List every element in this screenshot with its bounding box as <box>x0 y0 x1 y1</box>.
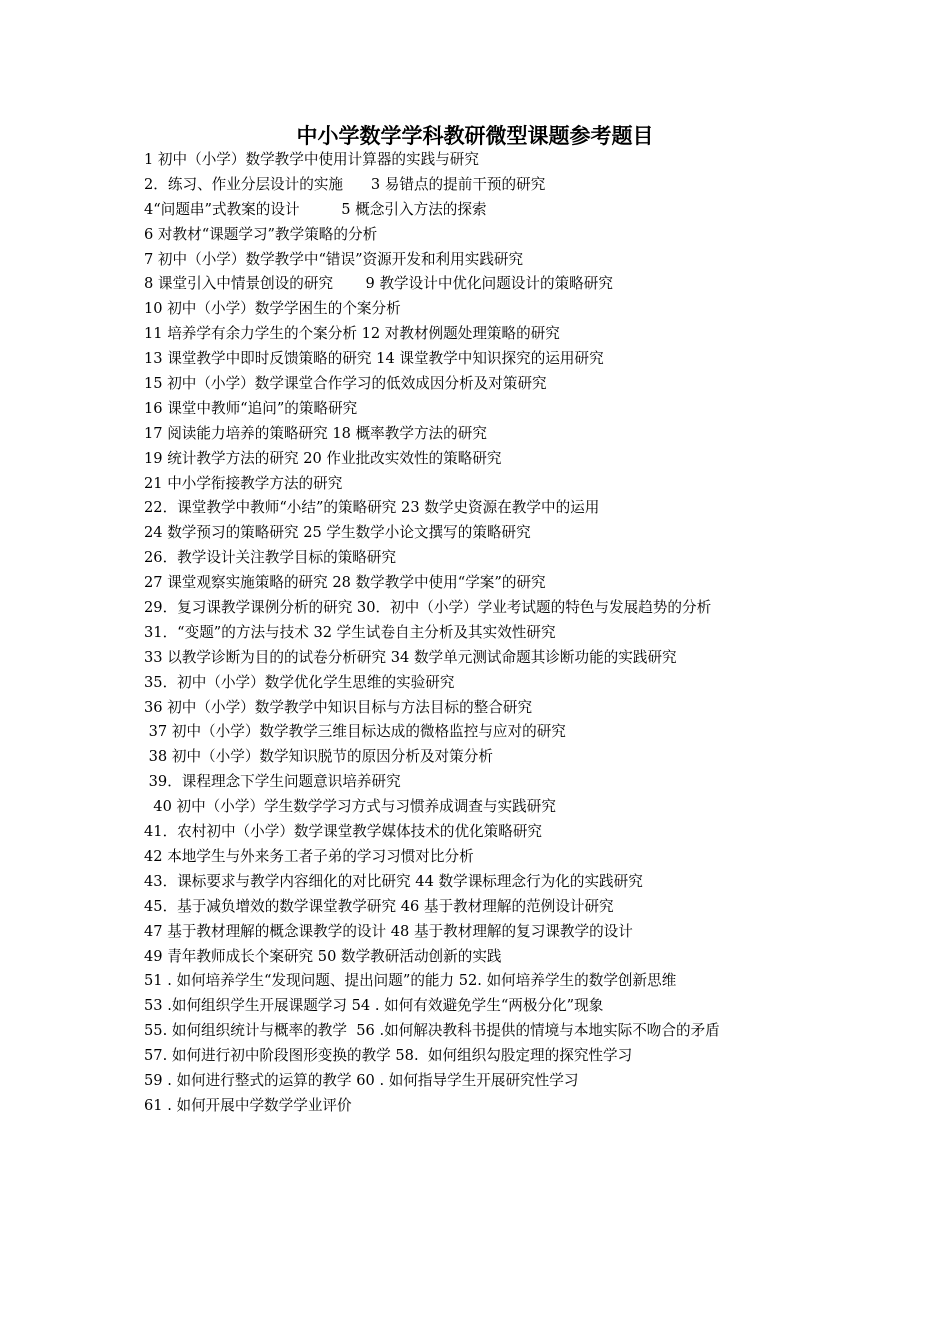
topic-line: 11 培养学有余力学生的个案分析 12 对教材例题处理策略的研究 <box>144 325 560 343</box>
topic-line: 33 以教学诊断为目的的试卷分析研究 34 数学单元测试命题其诊断功能的实践研究 <box>144 648 677 666</box>
topic-line: 17 阅读能力培养的策略研究 18 概率教学方法的研究 <box>144 424 487 442</box>
topic-line: 53 .如何组织学生开展课题学习 54 . 如何有效避免学生“两极分化”现象 <box>144 997 604 1015</box>
topic-line: 43．课标要求与教学内容细化的对比研究 44 数学课标理念行为化的实践研究 <box>144 872 643 890</box>
topic-line: 1 初中（小学）数学教学中使用计算器的实践与研究 <box>144 151 479 168</box>
topic-line: 51 . 如何培养学生“发现问题、提出问题”的能力 52. 如何培养学生的数学创新思维 <box>144 972 677 990</box>
topic-line: 49 青年教师成长个案研究 50 数学教研活动创新的实践 <box>144 947 502 965</box>
topic-line: 19 统计教学方法的研究 20 作业批改实效性的策略研究 <box>144 449 502 467</box>
topic-line: 6 对教材“课题学习”教学策略的分析 <box>144 225 378 243</box>
topic-line: 26．教学设计关注教学目标的策略研究 <box>144 549 397 567</box>
topic-line: 22．课堂教学中教师“小结”的策略研究 23 数学史资源在教学中的运用 <box>144 499 600 517</box>
topic-line: 24 数学预习的策略研究 25 学生数学小论文撰写的策略研究 <box>144 524 531 542</box>
topic-line: 31．“变题”的方法与技术 32 学生试卷自主分析及其实效性研究 <box>144 623 556 641</box>
topic-line: 13 课堂教学中即时反馈策略的研究 14 课堂教学中知识探究的运用研究 <box>144 350 604 368</box>
topic-line: 4“问题串”式教案的设计 5 概念引入方法的探索 <box>144 200 487 218</box>
topic-line: 7 初中（小学）数学教学中“错误”资源开发和利用实践研究 <box>144 250 524 268</box>
topic-line: 36 初中（小学）数学教学中知识目标与方法目标的整合研究 <box>144 698 533 716</box>
topic-line: 41．农村初中（小学）数学课堂教学媒体技术的优化策略研究 <box>144 823 543 841</box>
topic-line: 37 初中（小学）数学教学三维目标达成的微格监控与应对的研究 <box>144 723 566 741</box>
topic-line: 47 基于教材理解的概念课教学的设计 48 基于教材理解的复习课教学的设计 <box>144 922 633 940</box>
topic-line: 21 中小学衔接教学方法的研究 <box>144 474 343 492</box>
topic-line: 29．复习课教学课例分析的研究 30．初中（小学）学业考试题的特色与发展趋势的分析 <box>144 599 712 617</box>
topic-line: 27 课堂观察实施策略的研究 28 数学教学中使用“学案”的研究 <box>144 574 546 592</box>
topic-line: 38 初中（小学）数学知识脱节的原因分析及对策分析 <box>144 748 493 766</box>
topic-line: 35．初中（小学）数学优化学生思维的实验研究 <box>144 673 455 691</box>
topic-line: 40 初中（小学）学生数学学习方式与习惯养成调查与实践研究 <box>144 798 556 816</box>
topic-line: 55. 如何组织统计与概率的教学 56 .如何解决教科书提供的情境与本地实际不吻合的矛盾 <box>144 1022 720 1040</box>
topic-line: 2．练习、作业分层设计的实施 3 易错点的提前干预的研究 <box>144 175 546 193</box>
topic-line: 16 课堂中教师“追问”的策略研究 <box>144 399 358 417</box>
topic-line: 42 本地学生与外来务工者子弟的学习习惯对比分析 <box>144 847 474 865</box>
topic-line: 8 课堂引入中情景创设的研究 9 教学设计中优化问题设计的策略研究 <box>144 275 613 293</box>
topic-list <box>144 148 934 1119</box>
topic-line: 10 初中（小学）数学学困生的个案分析 <box>144 300 401 318</box>
topic-line: 45．基于减负增效的数学课堂教学研究 46 基于教材理解的范例设计研究 <box>144 897 614 915</box>
topic-line: 59 . 如何进行整式的运算的教学 60 . 如何指导学生开展研究性学习 <box>144 1071 579 1089</box>
topic-line: 15 初中（小学）数学课堂合作学习的低效成因分析及对策研究 <box>144 375 547 393</box>
topic-line: 61 . 如何开展中学数学学业评价 <box>144 1096 352 1114</box>
topic-line: 39．课程理念下学生问题意识培养研究 <box>144 773 401 791</box>
topic-line: 57. 如何进行初中阶段图形变换的教学 58. 如何组织勾股定理的探究性学习 <box>144 1047 633 1065</box>
document-title: 中小学数学学科教研微型课题参考题目 <box>296 123 654 148</box>
